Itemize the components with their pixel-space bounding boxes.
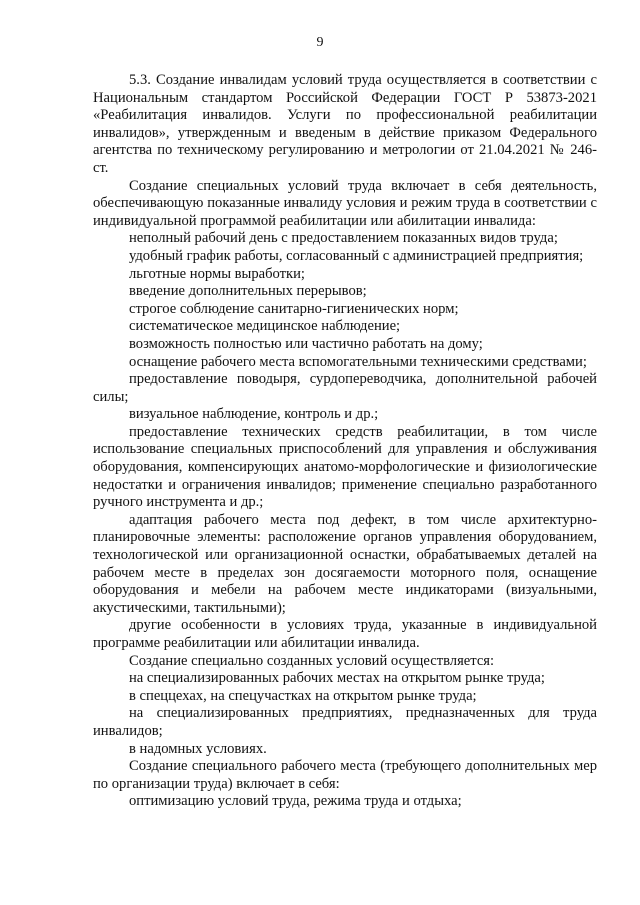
paragraph: Создание специально созданных условий осуществляется: <box>129 652 495 669</box>
paragraph: Создание специальных условий труда включает в себя деятельность, обеспечивающую показанные инвалиду условия и режим труда в соответствии с индивидуальной программой реабилитации или абилитации инвалида: <box>93 177 597 229</box>
list-item: систематическое медицинское наблюдение; <box>129 318 401 335</box>
list-item: предоставление технических средств реабилитации, в том числе использование специальных приспособлений для управления и обслуживания оборудования, компенсирующих анатомо-морфологические и физиологические недостатки и ограничения инвалидов; применение специально разработанного ручного инструмента и др.; <box>93 423 597 511</box>
list-item: оптимизацию условий труда, режима труда и отдыха; <box>129 793 462 810</box>
page-number: 9 <box>316 35 324 50</box>
list-item: строгое соблюдение санитарно-гигиенических норм; <box>129 300 459 317</box>
paragraph: Создание специального рабочего места (требующего дополнительных мер по организации труда) включает в себя: <box>93 758 597 792</box>
list-item: в спеццехах, на спецучастках на открытом рынке труда; <box>129 687 477 704</box>
list-item: предоставление поводыря, сурдопереводчика, дополнительной рабочей силы; <box>93 371 597 405</box>
document-body <box>93 72 597 811</box>
list-item: визуальное наблюдение, контроль и др.; <box>129 406 379 423</box>
paragraph: 5.3. Создание инвалидам условий труда осуществляется в соответствии с Национальным стандартом Российской Федерации ГОСТ Р 53873-2021 «Реабилитация инвалидов. Услуги по профессиональной реабилитации инвалидов», утвержденным и введеным в действие приказом Федерального агентства по техническому регулированию и метрологии от 21.04.2021 № 246-ст. <box>93 72 597 176</box>
list-item: льготные нормы выработки; <box>129 265 305 282</box>
list-item: оснащение рабочего места вспомогательными техническими средствами; <box>129 353 587 370</box>
list-item: другие особенности в условиях труда, указанные в индивидуальной программе реабилитации или абилитации инвалида. <box>93 617 597 651</box>
list-item: в надомных условиях. <box>129 740 267 757</box>
list-item: адаптация рабочего места под дефект, в том числе архитектурно-планировочные элементы: расположение органов управления оборудованием, технологической или организационной оснастки, обрабатываемых деталей на рабочем месте в пределах зон досягаемости моторного поля, оснащение оборудования и мебели на рабочем месте индикаторами (визуальными, акустическими, тактильными); <box>93 511 597 616</box>
list-item: на специализированных рабочих местах на открытом рынке труда; <box>129 670 545 687</box>
list-item: удобный график работы, согласованный с администрацией предприятия; <box>129 247 584 264</box>
list-item: возможность полностью или частично работать на дому; <box>129 335 483 352</box>
list-item: на специализированных предприятиях, предназначенных для труда инвалидов; <box>93 705 597 739</box>
list-item: неполный рабочий день с предоставлением показанных видов труда; <box>129 230 558 247</box>
list-item: введение дополнительных перерывов; <box>129 283 367 300</box>
